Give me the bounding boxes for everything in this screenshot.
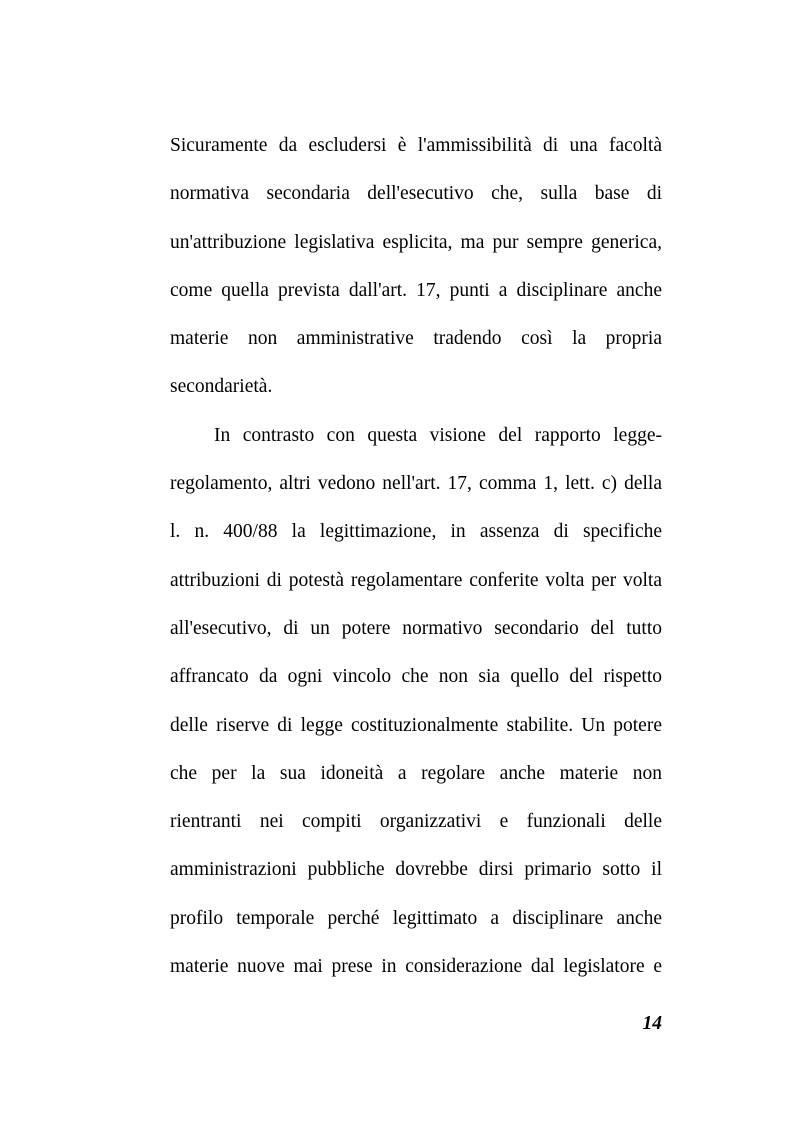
text-line: materie nuove mai prese in considerazione dal legislatore e bbox=[170, 956, 662, 978]
text-line: Sicuramente da escludersi è l'ammissibilità di una facoltà bbox=[170, 135, 662, 156]
text-line: materie non amministrative tradendo così la propria bbox=[170, 328, 662, 350]
paragraph-start-line: In contrasto con questa visione del rapporto legge- bbox=[214, 424, 662, 446]
text-line: rientranti nei compiti organizzativi e funzionali delle bbox=[170, 811, 662, 833]
text-line: amministrazioni pubbliche dovrebbe dirsi primario sotto il bbox=[170, 859, 662, 881]
text-line: regolamento, altri vedono nell'art. 17, comma 1, lett. c) della bbox=[170, 473, 662, 495]
text-line: affrancato da ogni vincolo che non sia quello del rispetto bbox=[170, 666, 662, 688]
text-line: l. n. 400/88 la legittimazione, in assenza di specifiche bbox=[170, 521, 662, 543]
body-text bbox=[170, 122, 662, 991]
page-number: 14 bbox=[642, 1013, 662, 1034]
text-line: all'esecutivo, di un potere normativo secondario del tutto bbox=[170, 617, 662, 639]
text-line: che per la sua idoneità a regolare anche materie non bbox=[170, 762, 662, 784]
text-line: come quella prevista dall'art. 17, punti a disciplinare anche bbox=[170, 279, 662, 301]
text-line: normativa secondaria dell'esecutivo che, sulla base di bbox=[170, 183, 662, 205]
text-line: profilo temporale perché legittimato a disciplinare anche bbox=[170, 907, 662, 929]
text-line: un'attribuzione legislativa esplicita, ma pur sempre generica, bbox=[170, 231, 662, 253]
text-line: secondarietà. bbox=[170, 376, 273, 398]
text-line: delle riserve di legge costituzionalmente stabilite. Un potere bbox=[170, 714, 662, 736]
text-line: attribuzioni di potestà regolamentare conferite volta per volta bbox=[170, 569, 662, 591]
